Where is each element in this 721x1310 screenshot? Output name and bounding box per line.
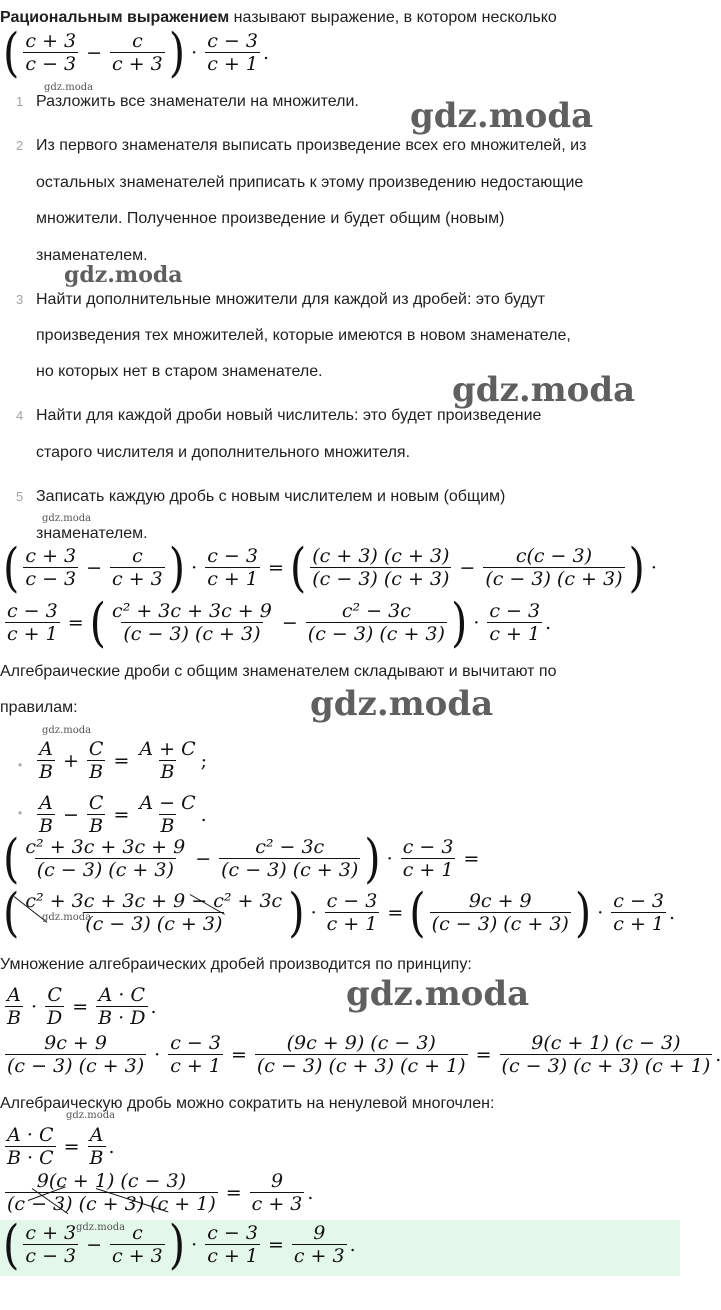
bullet-icon: • [18, 806, 23, 820]
step-2-line-2: остальных знаменателей приписать к этому произведению недостающие [36, 174, 584, 191]
rule-subtraction: $\frac{A}{B}$ − $\frac{C}{B}$ = $\frac{A - C}{B}$ . [39, 792, 207, 837]
watermark-logo: gdz.moda [410, 96, 594, 136]
rule-multiplication: $\frac{A}{B}$ · $\frac{C}{D}$ = $\frac{A \cdot C}{B \cdot D}$ . [7, 984, 157, 1029]
expression-original: ( $\frac{c + 3}{c - 3}$ − $\frac{c}{c + 3}$ ) · $\frac{c - 3}{c + 1}$ . [3, 21, 269, 83]
step-5: 5 Записать каждую дробь с новым числителем и новым (общим) [16, 488, 506, 505]
expression-subtracted: ( $\frac{\text{c² + 3c + 3c + 9}}{(c - 3) (c + 3)}$ − $\frac{\text{c² − 3c}}{(c - 3) (c + 3)}$ ) · $\frac{c - 3}{c + 1}$ = [3, 827, 480, 889]
step-1: 1 Разложить все знаменатели на множители. [16, 93, 359, 110]
bullet-icon: • [18, 758, 23, 772]
rule-reduction: $\frac{A \cdot C}{B \cdot C}$ = $\frac{A}{B}$ . [7, 1124, 115, 1169]
watermark-small: gdz.moda [66, 1110, 116, 1121]
expression-answer: ( $\frac{c + 3}{c - 3}$ − $\frac{c}{c + 3}$ ) · $\frac{c - 3}{c + 1}$ = $\frac{9}{c + 3}$ . [3, 1213, 356, 1275]
step-3: 3 Найти дополнительные множители для каждой из дробей: это будут [16, 291, 546, 308]
watermark-logo: gdz.moda [310, 684, 494, 724]
watermark-logo: gdz.moda [64, 262, 183, 288]
watermark-small: gdz.moda [42, 912, 92, 923]
expression-reduced: $\frac{9(c + 1) (c - 3)}{(c - 3) (c + 3) (c + 1)}$ = $\frac{9}{c + 3}$ . [7, 1170, 314, 1215]
intro-text [0, 8, 557, 28]
watermark-small: gdz.moda [42, 725, 92, 736]
reduce-rule: Алгебраическую дробь можно сократить на ненулевой многочлен: [0, 1095, 495, 1112]
intro-bold: Рациональным выражением [0, 9, 230, 26]
expression-multiplied: $\frac{9c + 9}{(c - 3) (c + 3)}$ · $\frac{c - 3}{c + 1}$ = $\frac{(9c + 9) (c - 3)}{(c - 3) (c + 3) (c + 1)}$ = $\frac{9(c + 1) (c - 3)}{(c - 3) (c + 3) (c + 1)}$ . [7, 1032, 721, 1077]
watermark-logo: gdz.moda [452, 370, 636, 410]
step-4: 4 Найти для каждой дроби новый числитель: это будет произведение [16, 407, 542, 424]
mult-rule: Умножение алгебраических дробей производится по принципу: [0, 956, 472, 973]
watermark-logo: gdz.moda [346, 974, 530, 1014]
step-2: 2 Из первого знаменателя выписать произведение всех его множителей, из [16, 137, 587, 154]
add-sub-rule-2: правилам: [0, 699, 78, 716]
step-3-line-3: но которых нет в старом знаменателе. [36, 363, 323, 380]
step-2-line-4: знаменателем. [36, 247, 148, 264]
expression-expanded: $\frac{c - 3}{c + 1}$ = ( $\frac{\text{c² + 3c + 3c + 9}}{(c - 3) (c + 3)}$ − $\frac{\text{c² − 3c}}{(c - 3) (c + 3)}$ ) · $\frac{c - 3}{c + 1}$ . [7, 591, 552, 653]
step-3-line-2: произведения тех множителей, которые имеются в новом знаменателе, [36, 327, 571, 344]
watermark-small: gdz.moda [42, 513, 92, 524]
step-2-line-3: множители. Полученное произведение и будет общим (новым) [36, 210, 505, 227]
add-sub-rule: Алгебраические дроби с общим знаменателем складывают и вычитают по [0, 663, 557, 680]
watermark-small: gdz.moda [44, 82, 94, 93]
expression-combined: ( $\frac{\text{c² + 3c + 3c + 9 − c² + 3c}}{(c - 3) (c + 3)}$ ) · $\frac{c - 3}{c + 1}$ = ( $\frac{9c + 9}{(c - 3) (c + 3)}$ ) · $\frac{c - 3}{c + 1}$ . [3, 881, 676, 943]
intro-rest: называют выражение, в котором несколько [229, 9, 557, 26]
rule-addition: $\frac{A}{B}$ + $\frac{C}{B}$ = $\frac{A + C}{B}$ ; [39, 738, 208, 783]
expression-common-denominator: ( $\frac{c + 3}{c - 3}$ − $\frac{c}{c + 3}$ ) · $\frac{c - 3}{c + 1}$ = ( $\frac{(c + 3) (c + 3)}{(c - 3) (c + 3)}$ − $\frac{c(c - 3)}{(c - 3) (c + 3)}$ ) · [3, 536, 657, 598]
step-4-line-2: старого числителя и дополнительного множителя. [36, 444, 411, 461]
step-5-line-2: знаменателем. [36, 525, 148, 542]
watermark-small: gdz.moda [76, 1222, 126, 1233]
